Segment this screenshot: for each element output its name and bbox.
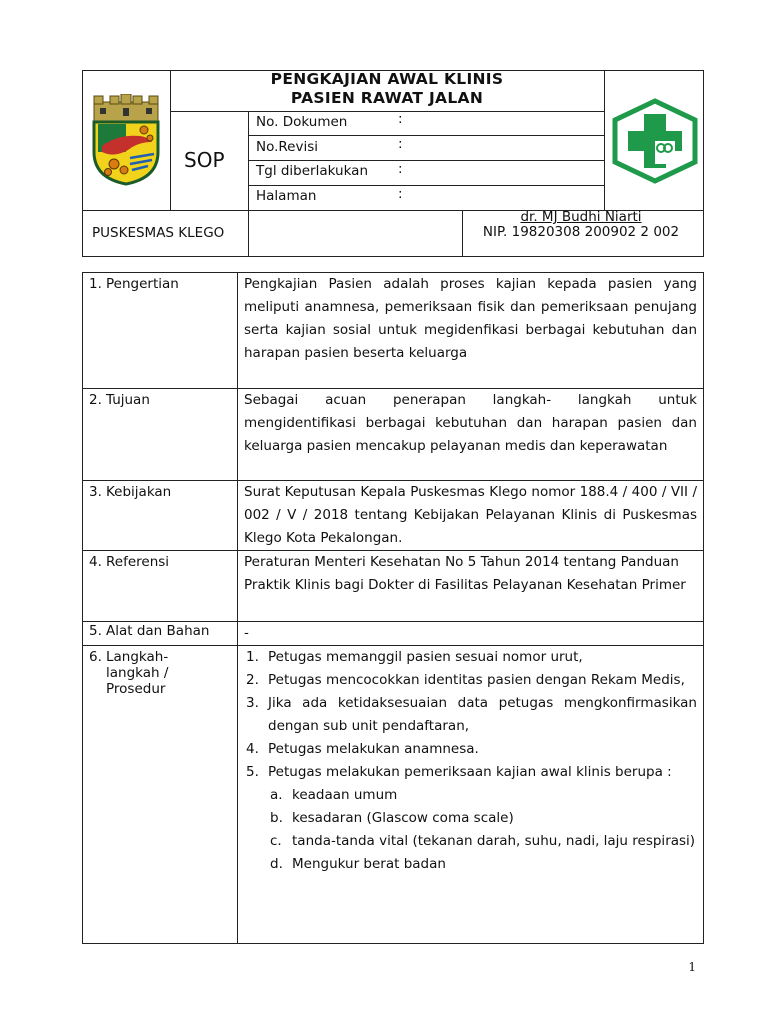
sub-list-letter: b.	[270, 810, 283, 826]
section-number: 1.	[89, 276, 102, 292]
label-line: Langkah-	[106, 649, 169, 665]
table-row-tujuan	[83, 389, 704, 481]
content-cell-pengertian	[238, 273, 704, 389]
list-number: 2.	[246, 672, 259, 688]
sub-list-item	[244, 784, 697, 807]
section-number: 6.	[89, 649, 102, 665]
section-label: Alat dan Bahan	[106, 623, 210, 639]
page-number: 1	[688, 960, 696, 974]
content-cell-kebijakan	[238, 481, 704, 551]
document-title	[170, 70, 604, 108]
list-text: Petugas melakukan anamnesa.	[268, 741, 479, 757]
signer-name: dr. MJ Budhi Niarti	[520, 209, 642, 225]
field-no-revisi-colon: :	[398, 136, 403, 152]
list-text: Jika ada ketidaksesuaian data petugas mengkonfirmasikan dengan sub unit pendaftaran,	[268, 695, 697, 734]
section-label: Referensi	[106, 554, 170, 570]
list-item	[244, 738, 697, 761]
label-cell-alat-bahan	[83, 622, 238, 646]
label-line: langkah /	[106, 665, 169, 681]
sub-list-letter: c.	[270, 833, 282, 849]
sub-list-item	[244, 807, 697, 830]
label-cell-tujuan	[83, 389, 238, 481]
content-cell-alat-bahan	[238, 622, 704, 646]
section-text: Sebagai acuan penerapan langkah- langkah untuk mengidentifikasi berbagai kebutuhan dan harapan pasien dan keluarga pasien mencakup pelayanan medis dan keperawatan	[244, 392, 697, 454]
section-label: Tujuan	[106, 392, 150, 408]
sub-list-item	[244, 830, 697, 853]
label-cell-referensi	[83, 551, 238, 622]
field-halaman-colon: :	[398, 186, 403, 202]
table-row-alat-bahan	[83, 622, 704, 646]
field-no-dokumen-colon: :	[398, 111, 403, 127]
sop-content-table	[82, 272, 704, 944]
sub-list-text: Mengukur berat badan	[292, 856, 446, 872]
list-text: Petugas mencocokkan identitas pasien dengan Rekam Medis,	[268, 672, 685, 688]
field-no-revisi-label: No.Revisi	[256, 139, 319, 155]
table-row-prosedur	[83, 646, 704, 944]
sub-list-letter: a.	[270, 787, 283, 803]
list-number: 1.	[246, 649, 259, 665]
list-number: 4.	[246, 741, 259, 757]
sop-label: SOP	[184, 148, 225, 172]
section-label	[106, 649, 168, 697]
label-line: Prosedur	[106, 681, 166, 697]
table-row-pengertian	[83, 273, 704, 389]
section-number: 5.	[89, 623, 102, 639]
signer-nip: NIP. 19820308 200902 2 002	[482, 224, 680, 240]
section-label: Kebijakan	[106, 484, 172, 500]
sub-list-text: tanda-tanda vital (tekanan darah, suhu, nadi, laju respirasi)	[292, 833, 696, 849]
field-no-dokumen-label: No. Dokumen	[256, 114, 348, 130]
label-cell-kebijakan	[83, 481, 238, 551]
city-crest-logo	[88, 94, 164, 186]
field-tgl-colon: :	[398, 161, 403, 177]
table-row-kebijakan	[83, 481, 704, 551]
sub-list-text: keadaan umum	[292, 787, 398, 803]
title-line-1: PENGKAJIAN AWAL KLINIS	[270, 70, 504, 88]
institution-name: PUSKESMAS KLEGO	[92, 225, 225, 241]
section-number: 2.	[89, 392, 102, 408]
list-number: 3.	[246, 695, 259, 711]
list-text: Petugas melakukan pemeriksaan kajian awal klinis berupa :	[268, 764, 672, 780]
list-item	[244, 646, 697, 669]
document-header	[82, 70, 704, 257]
content-cell-referensi	[238, 551, 704, 622]
section-text: -	[244, 625, 249, 641]
section-text: Peraturan Menteri Kesehatan No 5 Tahun 2014 tentang Panduan Praktik Klinis bagi Dokter di Fasilitas Pelayanan Kesehatan Primer	[244, 554, 686, 593]
list-item	[244, 692, 697, 738]
section-number: 4.	[89, 554, 102, 570]
table-row-referensi	[83, 551, 704, 622]
sub-list-text: kesadaran (Glascow coma scale)	[292, 810, 514, 826]
label-cell-pengertian	[83, 273, 238, 389]
section-text: Pengkajian Pasien adalah proses kajian kepada pasien yang meliputi anamnesa, pemeriksaan fisik dan pemeriksaan penujang serta kajian sosial untuk megidenfikasi berbagai kebutuhan dan harapan pasien beserta keluarga	[244, 276, 697, 361]
content-cell-prosedur	[238, 646, 704, 944]
list-number: 5.	[246, 764, 259, 780]
list-item	[244, 669, 697, 692]
sub-list-letter: d.	[270, 856, 283, 872]
field-tgl-label: Tgl diberlakukan	[256, 163, 368, 179]
field-halaman-label: Halaman	[256, 188, 317, 204]
label-cell-prosedur	[83, 646, 238, 944]
content-cell-tujuan	[238, 389, 704, 481]
section-label: Pengertian	[106, 276, 179, 292]
sub-list-item	[244, 853, 697, 876]
title-line-2: PASIEN RAWAT JALAN	[290, 89, 484, 107]
list-item	[244, 761, 697, 784]
list-text: Petugas memanggil pasien sesuai nomor urut,	[268, 649, 583, 665]
section-text: Surat Keputusan Kepala Puskesmas Klego nomor 188.4 / 400 / VII / 002 / V / 2018 tentang Kebijakan Pelayanan Klinis di Puskesmas Klego Kota Pekalongan.	[244, 484, 697, 546]
puskesmas-cross-logo	[610, 98, 700, 184]
section-number: 3.	[89, 484, 102, 500]
